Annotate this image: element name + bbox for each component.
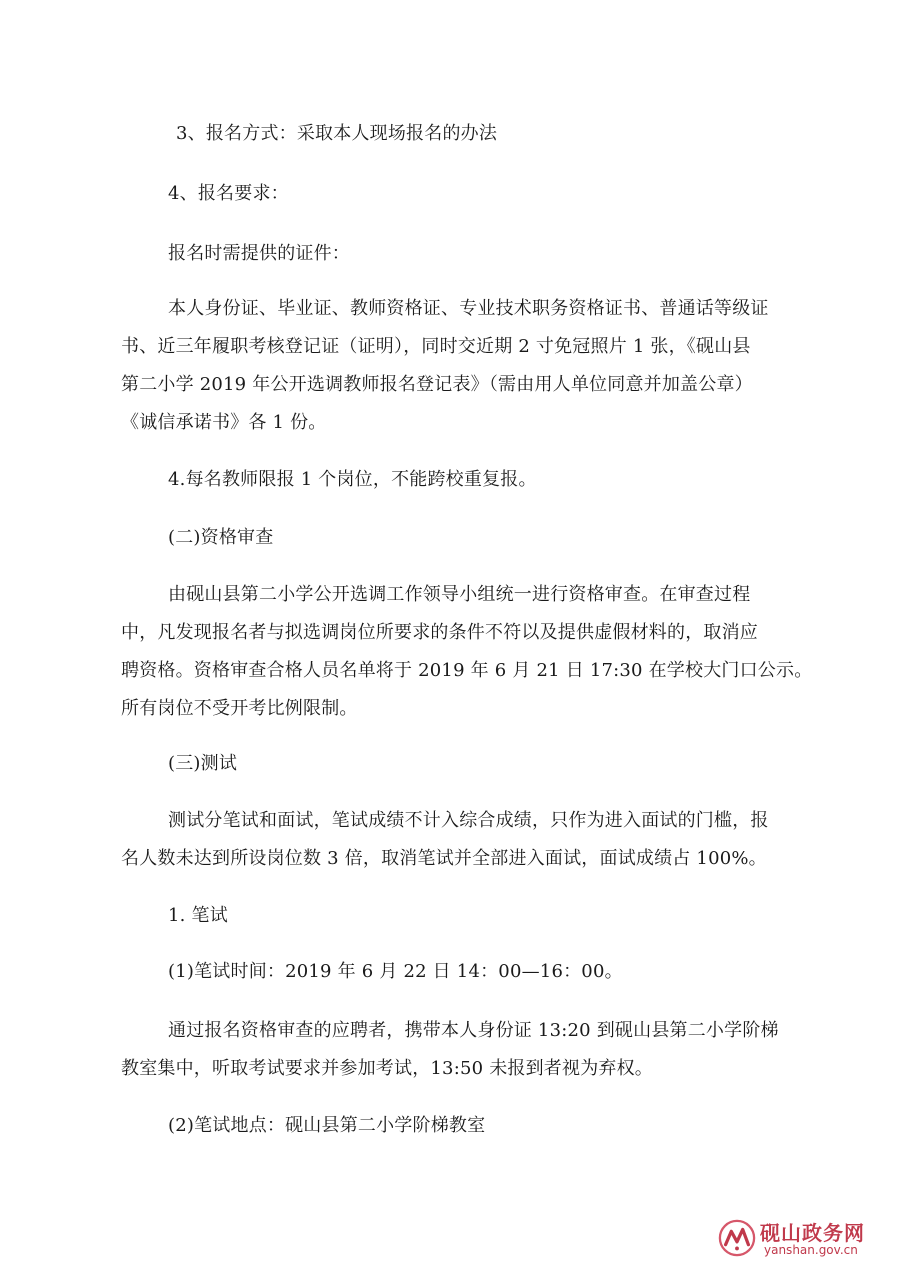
paragraph-documents-heading: 报名时需提供的证件：: [168, 243, 350, 264]
paragraph-written-exam-checkin: 通过报名资格审查的应聘者，携带本人身份证 13:20 到砚山县第二小学阶梯 教室集中，听取考试要求并参加考试，13:50 未报到者视为弃权。: [121, 1020, 779, 1079]
paragraph-documents-list: 本人身份证、毕业证、教师资格证、专业技术职务资格证书、普通话等级证 书、近三年履职考核登记证（证明），同时交近期 2 寸免冠照片 1 张，《砚山县 第二小学 2019 年公开选调教师报名登记表》（需由用人单位同意并加盖公章） 《诚信承诺书》各 1 份。: [121, 298, 769, 433]
paragraph-written-exam-location: (2)笔试地点：砚山县第二小学阶梯教室: [168, 1115, 486, 1136]
paragraph-registration-requirements: 4、报名要求：: [168, 183, 289, 204]
paragraph-one-post-limit: 4.每名教师限报 1 个岗位，不能跨校重复报。: [168, 469, 537, 490]
paragraph-written-exam-heading: 1. 笔试: [168, 905, 228, 926]
watermark-title: 砚山政务网: [760, 1221, 865, 1245]
site-watermark: [718, 1213, 886, 1263]
watermark-url: yanshan.gov.cn: [764, 1243, 858, 1257]
paragraph-qualification-review-heading: (二)资格审查: [168, 527, 274, 548]
paragraph-test-heading: (三)测试: [168, 753, 238, 774]
paragraph-registration-method: 3、报名方式：采取本人现场报名的办法: [176, 123, 498, 144]
site-logo-icon: [718, 1219, 756, 1257]
paragraph-test-body: 测试分笔试和面试，笔试成绩不计入综合成绩，只作为进入面试的门槛，报 名人数未达到所设岗位数 3 倍，取消笔试并全部进入面试，面试成绩占 100%。: [121, 810, 769, 869]
paragraph-qualification-review-body: 由砚山县第二小学公开选调工作领导小组统一进行资格审查。在审查过程 中，凡发现报名者与拟选调岗位所要求的条件不符以及提供虚假材料的，取消应 聘资格。资格审查合格人员名单将于 2019 年 6 月 21 日 17:30 在学校大门口公示。 所有岗位不受开考比例限制。: [121, 584, 813, 719]
paragraph-written-exam-time: (1)笔试时间：2019 年 6 月 22 日 14：00—16：00。: [168, 961, 623, 982]
